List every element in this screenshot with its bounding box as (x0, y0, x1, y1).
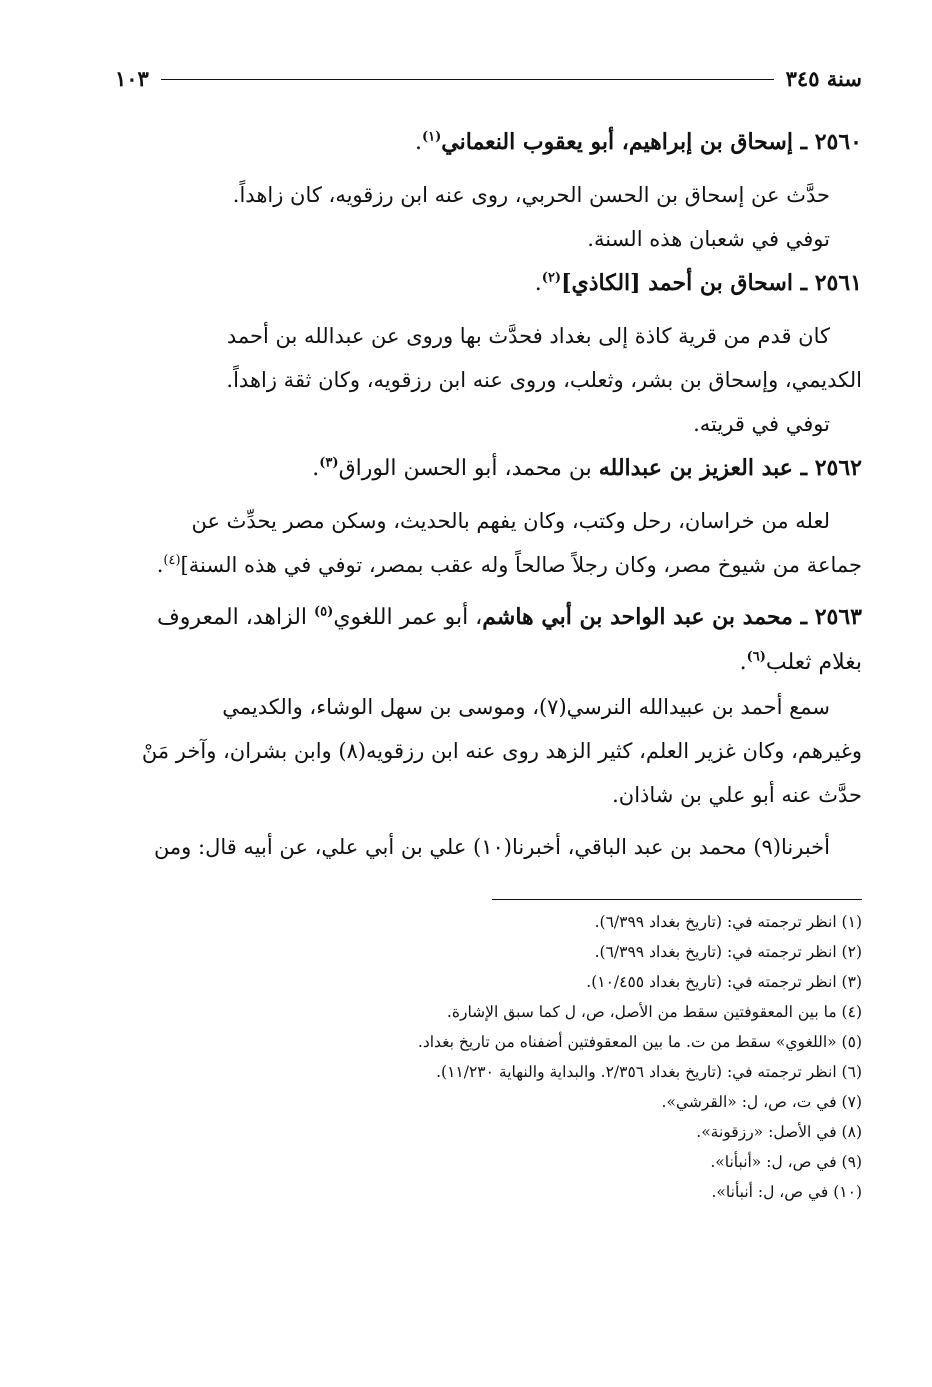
footnote: (٢) انظر ترجمته في: (تاريخ بغداد ٦/٣٩٩). (594, 943, 862, 961)
running-header (115, 60, 862, 96)
note-ref: (٣) (319, 455, 339, 471)
footnote: (٨) في الأصل: «رزقونة». (696, 1123, 862, 1141)
closing-line: أخبرنا(٩) محمد بن عبد الباقي، أخبرنا(١٠) علي بن أبي علي، عن أبيه قال: ومن (153, 835, 830, 859)
entry-number: ٢٥٦٣ (814, 604, 862, 630)
entry-number: ٢٥٦٠ (814, 129, 862, 155)
footnote: (٣) انظر ترجمته في: (تاريخ بغداد ١٠/٤٥٥). (586, 973, 862, 991)
main-text (68, 120, 862, 869)
entry-paragraph: لعله من خراسان، رحل وكتب، وكان يفهم بالحديث، وسكن مصر يحدِّث عن جماعة من شيوخ مصر، وكان رجلاً صالحاً وله عقب بمصر، توفي في هذه السنة]$^{(٤)}$. (156, 509, 862, 577)
note-ref: (٢) (541, 270, 562, 286)
entry-heading: ٢٥٦٠ ـ إسحاق بن إبراهيم، أبو يعقوب النعماني$^{(١)}$. (414, 129, 862, 155)
footnote: (٦) انظر ترجمته في: (تاريخ بغداد ٢/٣٥٦. والبداية والنهاية ١١/٢٣٠). (436, 1063, 862, 1081)
note-ref: (٤) (163, 553, 181, 568)
footnotes (100, 907, 862, 1207)
entry-paragraph: سمع أحمد بن عبيدالله النرسي(٧)، وموسى بن سهل الوشاء، والكديمي وغيرهم، وكان غزير العلم، كثير الزهد روى عنه ابن رزقويه(٨) وابن بشران، وآخر مَنْ حدَّث عنه أبو علي بن شاذان. (141, 695, 862, 807)
entry-name: اسحاق بن أحمد [الكاذي] (561, 270, 793, 296)
entry-heading: ٢٥٦٢ ـ عبد العزيز بن عبدالله بن محمد، أبو الحسن الوراق$^{(٣)}$. (312, 455, 862, 481)
entry-heading: ٢٥٦٣ ـ محمد بن عبد الواحد بن أبي هاشم، أبو عمر اللغوي$^{(٥)}$ الزاهد، المعروف بغلام ثعلب$^{(٦)}$. (156, 604, 862, 675)
footnote: (٥) «اللغوي» سقط من ت. ما بين المعقوفتين أضفناه من تاريخ بغداد. (417, 1033, 862, 1051)
header-rule (161, 79, 774, 80)
footnote: (١) انظر ترجمته في: (تاريخ بغداد ٦/٣٩٩). (594, 913, 862, 931)
note-ref: (١) (421, 129, 442, 145)
header-year: سنة ٣٤٥ (785, 65, 862, 91)
entry-number: ٢٥٦١ (814, 270, 862, 296)
entry-paragraph: حدَّث عن إسحاق بن الحسن الحربي، روى عنه ابن رزقويه، كان زاهداً. توفي في شعبان هذه السنة. (232, 183, 830, 251)
note-ref: (٥) (314, 604, 334, 620)
footnote-rule (492, 899, 862, 900)
page-number: ١٠٣ (115, 65, 149, 91)
entry-name: إسحاق بن إبراهيم، أبو يعقوب النعماني (441, 129, 793, 155)
entry-heading: ٢٥٦١ ـ اسحاق بن أحمد [الكاذي]$^{(٢)}$. (534, 270, 862, 296)
footnote: (٤) ما بين المعقوفتين سقط من الأصل، ص، ل كما سبق الإشارة. (446, 1003, 862, 1021)
footnote: (٩) في ص، ل: «أنبأنا». (710, 1153, 862, 1171)
entry-number: ٢٥٦٢ (814, 455, 862, 481)
footnote: (١٠) في ص، ل: أنبأنا». (711, 1183, 862, 1201)
footnote: (٧) في ت، ص، ل: «القرشي». (661, 1093, 862, 1111)
entry-name: محمد بن عبد الواحد بن أبي هاشم (482, 604, 793, 630)
note-ref: (٦) (746, 649, 766, 665)
entry-name: عبد العزيز بن عبدالله (598, 455, 793, 481)
entry-paragraph: كان قدم من قرية كاذة إلى بغداد فحدَّث بها وروى عن عبدالله بن أحمد الكديمي، وإسحاق بن بشر، وثعلب، وروى عنه ابن رزقويه، وكان ثقة زاهداً. توفي في قريته. (226, 324, 862, 436)
